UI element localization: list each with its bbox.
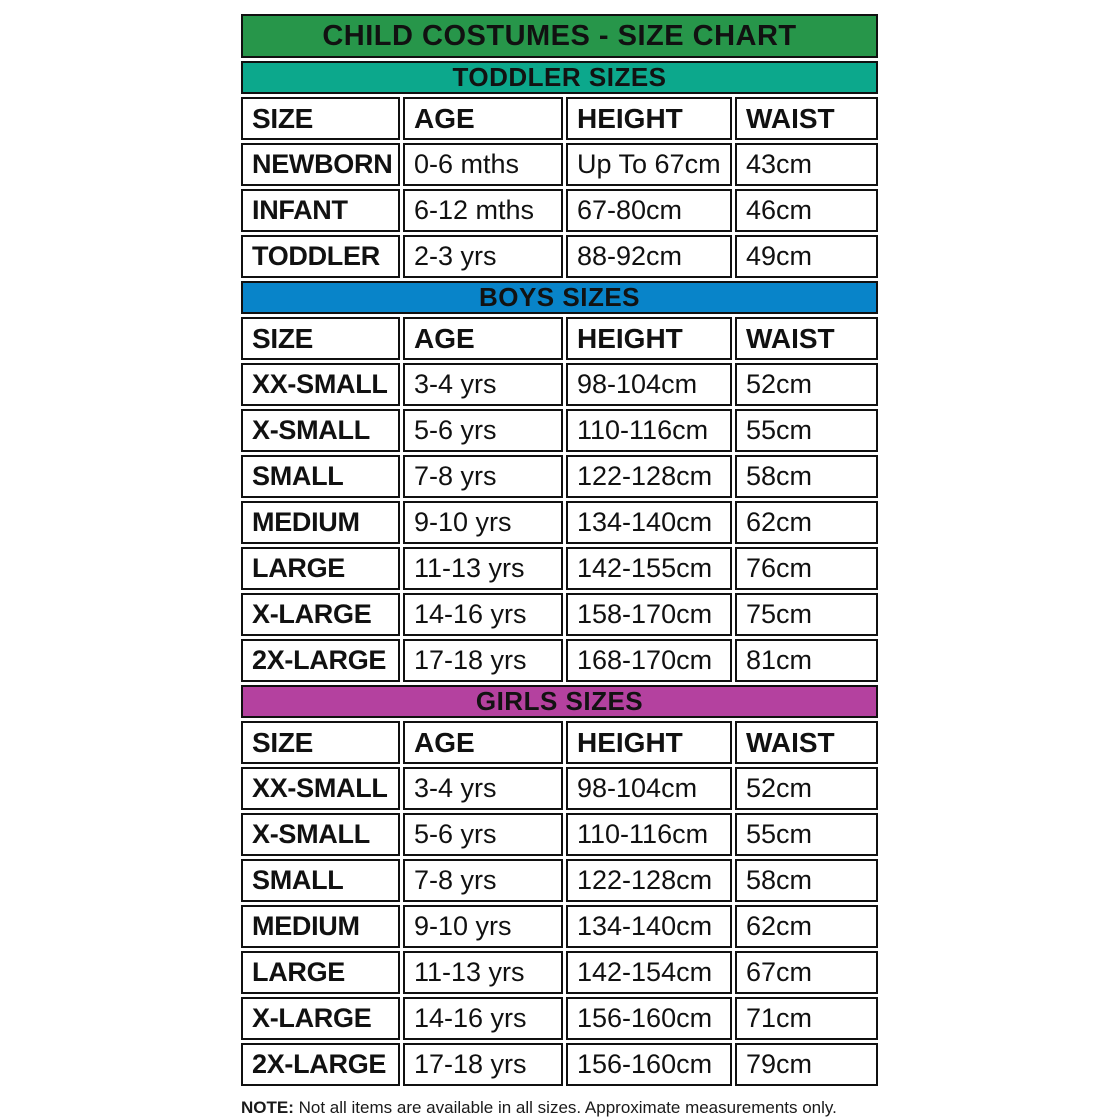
table-row xyxy=(241,593,878,636)
height-cell: 142-154cm xyxy=(566,951,732,994)
size-cell: TODDLER xyxy=(241,235,400,278)
column-header-row xyxy=(241,97,878,140)
age-cell: 9-10 yrs xyxy=(403,905,563,948)
size-cell: X-SMALL xyxy=(241,409,400,452)
column-header-size: SIZE xyxy=(241,721,400,764)
size-cell: 2X-LARGE xyxy=(241,639,400,682)
age-cell: 3-4 yrs xyxy=(403,363,563,406)
table-row xyxy=(241,767,878,810)
column-header-waist: WAIST xyxy=(735,97,878,140)
height-cell: Up To 67cm xyxy=(566,143,732,186)
height-cell: 110-116cm xyxy=(566,813,732,856)
height-cell: 156-160cm xyxy=(566,997,732,1040)
column-header-height: HEIGHT xyxy=(566,97,732,140)
table-row xyxy=(241,189,878,232)
height-cell: 98-104cm xyxy=(566,767,732,810)
section-band: BOYS SIZES xyxy=(241,281,878,314)
height-cell: 122-128cm xyxy=(566,455,732,498)
size-cell: LARGE xyxy=(241,547,400,590)
table-row xyxy=(241,143,878,186)
size-cell: XX-SMALL xyxy=(241,767,400,810)
waist-cell: 55cm xyxy=(735,409,878,452)
table-row xyxy=(241,639,878,682)
column-header-age: AGE xyxy=(403,721,563,764)
height-cell: 158-170cm xyxy=(566,593,732,636)
age-cell: 2-3 yrs xyxy=(403,235,563,278)
age-cell: 5-6 yrs xyxy=(403,409,563,452)
size-cell: SMALL xyxy=(241,859,400,902)
waist-cell: 62cm xyxy=(735,905,878,948)
size-cell: X-LARGE xyxy=(241,997,400,1040)
section-band: TODDLER SIZES xyxy=(241,61,878,94)
age-cell: 5-6 yrs xyxy=(403,813,563,856)
column-header-height: HEIGHT xyxy=(566,317,732,360)
footnote-text: Not all items are available in all sizes. Approximate measurements only. xyxy=(293,1098,837,1117)
size-cell: INFANT xyxy=(241,189,400,232)
waist-cell: 49cm xyxy=(735,235,878,278)
chart-title: CHILD COSTUMES - SIZE CHART xyxy=(241,14,878,58)
size-cell: X-SMALL xyxy=(241,813,400,856)
height-cell: 122-128cm xyxy=(566,859,732,902)
table-row xyxy=(241,235,878,278)
column-header-waist: WAIST xyxy=(735,317,878,360)
waist-cell: 76cm xyxy=(735,547,878,590)
waist-cell: 58cm xyxy=(735,859,878,902)
height-cell: 134-140cm xyxy=(566,501,732,544)
size-cell: MEDIUM xyxy=(241,905,400,948)
waist-cell: 75cm xyxy=(735,593,878,636)
column-header-size: SIZE xyxy=(241,317,400,360)
size-cell: XX-SMALL xyxy=(241,363,400,406)
age-cell: 7-8 yrs xyxy=(403,455,563,498)
height-cell: 67-80cm xyxy=(566,189,732,232)
height-cell: 156-160cm xyxy=(566,1043,732,1086)
footnote xyxy=(241,1098,837,1118)
table-row xyxy=(241,951,878,994)
waist-cell: 55cm xyxy=(735,813,878,856)
table-row xyxy=(241,813,878,856)
waist-cell: 43cm xyxy=(735,143,878,186)
age-cell: 14-16 yrs xyxy=(403,593,563,636)
table-row xyxy=(241,1043,878,1086)
waist-cell: 46cm xyxy=(735,189,878,232)
waist-cell: 62cm xyxy=(735,501,878,544)
size-cell: 2X-LARGE xyxy=(241,1043,400,1086)
age-cell: 9-10 yrs xyxy=(403,501,563,544)
column-header-row xyxy=(241,317,878,360)
height-cell: 110-116cm xyxy=(566,409,732,452)
column-header-waist: WAIST xyxy=(735,721,878,764)
column-header-row xyxy=(241,721,878,764)
table-row xyxy=(241,859,878,902)
table-row xyxy=(241,997,878,1040)
table-row xyxy=(241,409,878,452)
waist-cell: 81cm xyxy=(735,639,878,682)
size-chart-table xyxy=(241,14,878,1086)
height-cell: 168-170cm xyxy=(566,639,732,682)
size-cell: SMALL xyxy=(241,455,400,498)
waist-cell: 52cm xyxy=(735,363,878,406)
section-band: GIRLS SIZES xyxy=(241,685,878,718)
age-cell: 14-16 yrs xyxy=(403,997,563,1040)
height-cell: 142-155cm xyxy=(566,547,732,590)
column-header-size: SIZE xyxy=(241,97,400,140)
waist-cell: 79cm xyxy=(735,1043,878,1086)
height-cell: 134-140cm xyxy=(566,905,732,948)
height-cell: 98-104cm xyxy=(566,363,732,406)
age-cell: 7-8 yrs xyxy=(403,859,563,902)
age-cell: 17-18 yrs xyxy=(403,1043,563,1086)
size-cell: NEWBORN xyxy=(241,143,400,186)
footnote-label: NOTE: xyxy=(241,1098,294,1117)
height-cell: 88-92cm xyxy=(566,235,732,278)
age-cell: 6-12 mths xyxy=(403,189,563,232)
column-header-age: AGE xyxy=(403,97,563,140)
age-cell: 17-18 yrs xyxy=(403,639,563,682)
size-cell: LARGE xyxy=(241,951,400,994)
age-cell: 3-4 yrs xyxy=(403,767,563,810)
size-cell: MEDIUM xyxy=(241,501,400,544)
column-header-height: HEIGHT xyxy=(566,721,732,764)
table-row xyxy=(241,905,878,948)
age-cell: 0-6 mths xyxy=(403,143,563,186)
column-header-age: AGE xyxy=(403,317,563,360)
size-cell: X-LARGE xyxy=(241,593,400,636)
table-row xyxy=(241,455,878,498)
waist-cell: 67cm xyxy=(735,951,878,994)
table-row xyxy=(241,501,878,544)
waist-cell: 71cm xyxy=(735,997,878,1040)
waist-cell: 58cm xyxy=(735,455,878,498)
age-cell: 11-13 yrs xyxy=(403,547,563,590)
table-row xyxy=(241,363,878,406)
table-row xyxy=(241,547,878,590)
age-cell: 11-13 yrs xyxy=(403,951,563,994)
waist-cell: 52cm xyxy=(735,767,878,810)
